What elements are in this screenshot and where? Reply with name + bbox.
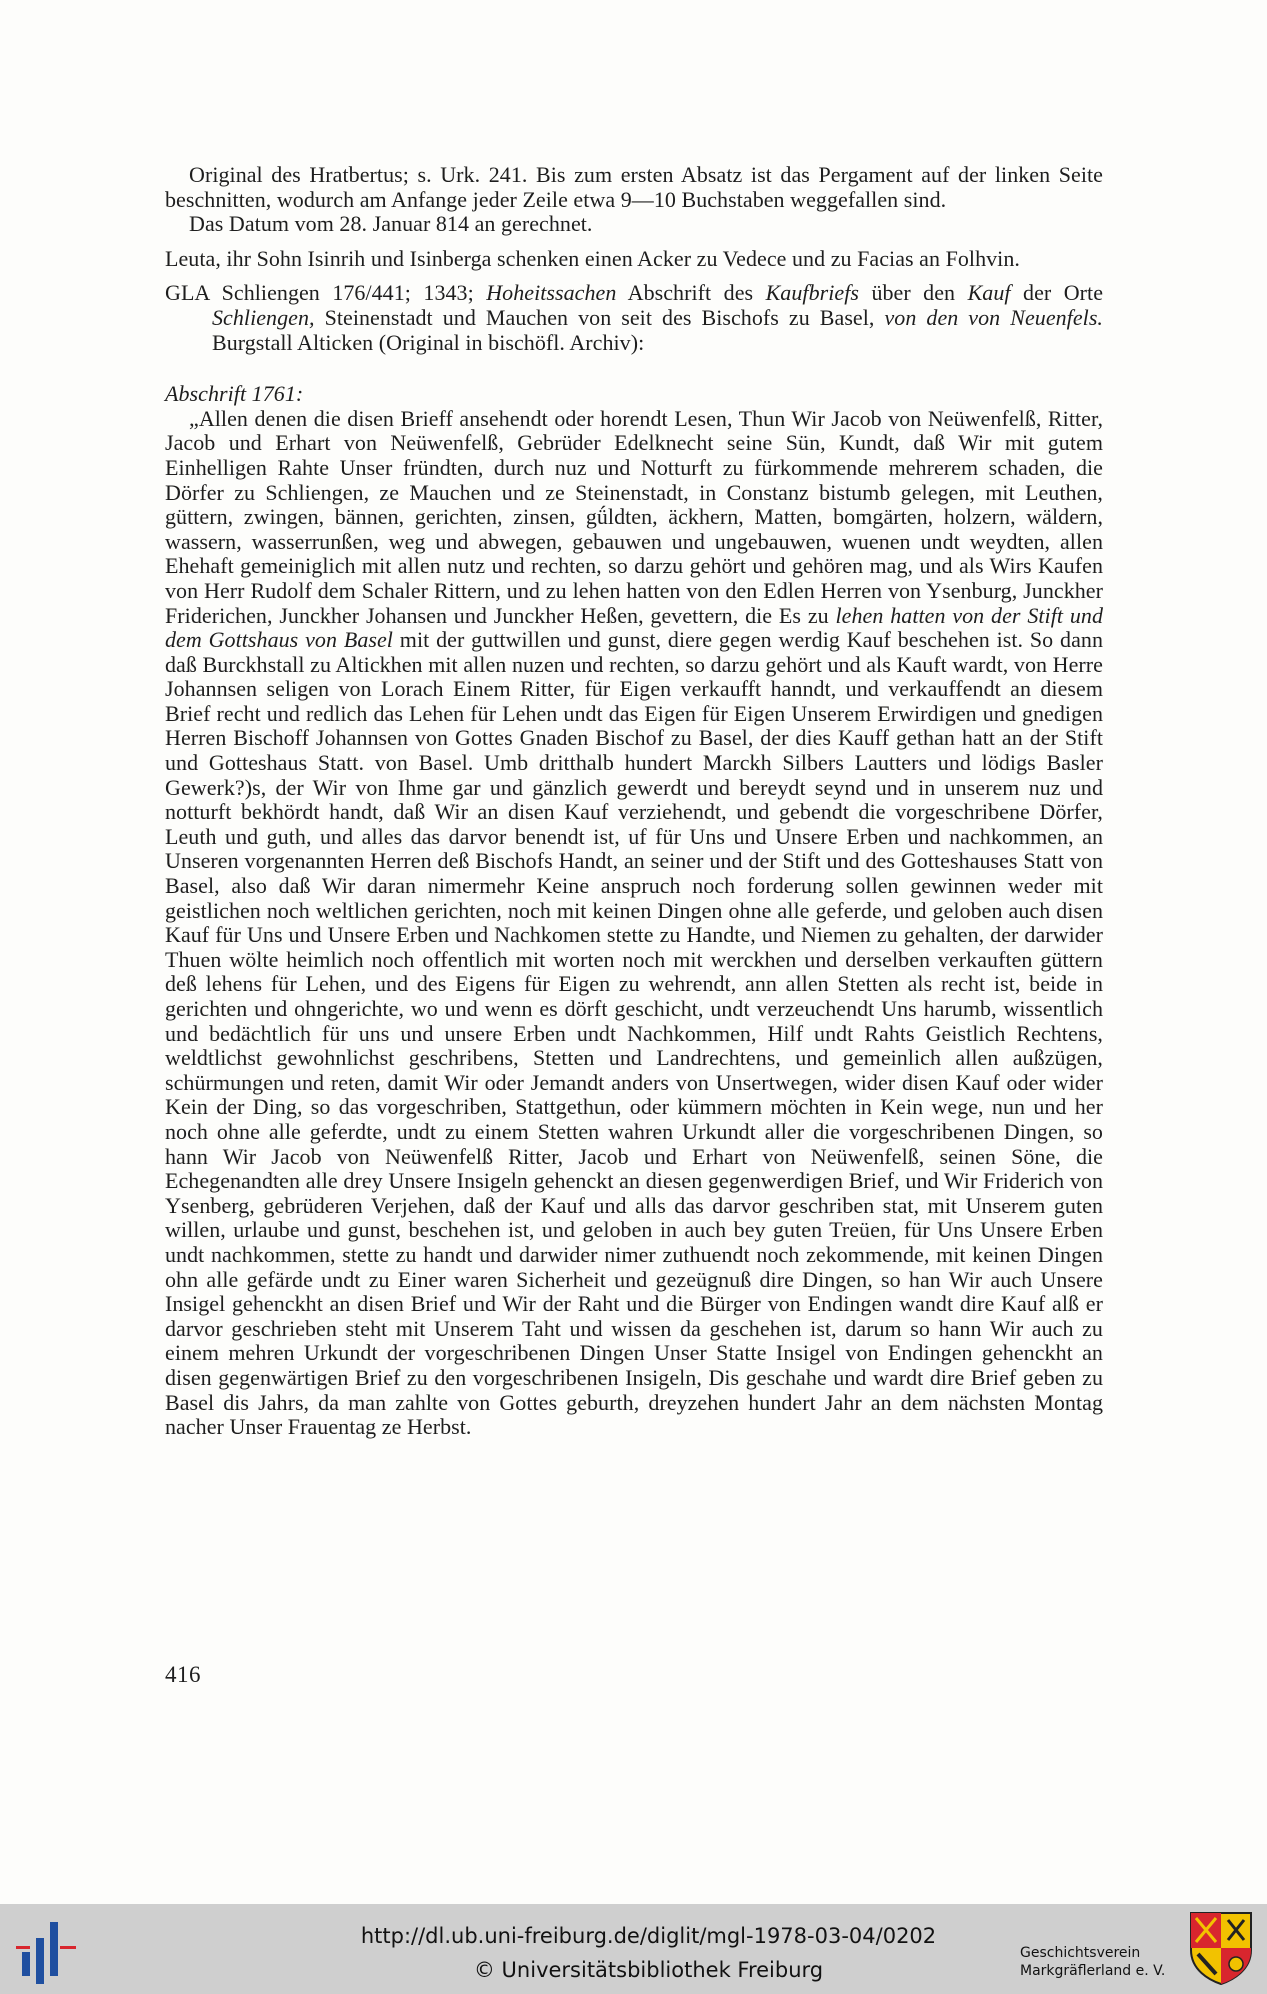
- abschrift-heading: [165, 382, 1103, 407]
- gla-italic: von den von Neuenfels.: [884, 304, 1103, 330]
- gla-italic: Kaufbriefs: [765, 280, 859, 306]
- footer-url[interactable]: http://dl.ub.uni-freiburg.de/diglit/mgl-1978-03-04/0202: [360, 1924, 937, 1948]
- abschrift-italic: lehen hatten von der Stift und dem Gottshaus von Basel: [165, 602, 1103, 653]
- source-note: Original des Hratbertus; s. Urk. 241. Bis zum ersten Absatz ist das Pergament auf der linken Seite beschnitten, wodurch am Anfange jeder Zeile etwa 9—10 Buchstaben weggefallen sind.: [165, 162, 1103, 212]
- gla-italic: Kauf: [967, 280, 1011, 306]
- society-name-line2: Markgräflerland e. V.: [1020, 1963, 1166, 1979]
- footer-copyright: © Universitätsbibliothek Freiburg: [473, 1958, 824, 1982]
- gla-italic: Schliengen,: [212, 304, 315, 330]
- date-note: Das Datum vom 28. Januar 814 an gerechnet.: [189, 211, 593, 237]
- gla-text: der Orte: [1010, 280, 1104, 306]
- abschrift-text: mit der guttwillen und gunst, diere gegen werdig Kauf beschehen ist. So dann daß Burckhstall zu Altickhen mit allen nuzen und rechten, so darzu gehört und als Kauft wardt, von Herre Johannsen seligen von Lorach Einem Ritter, für Eigen verkaufft hanndt, und verkauffendt an diesem Brief recht und redlich das Lehen für Lehen undt das Eigen für Eigen Unserem Erwirdigen und gnedigen Herren Bischoff Johannsen von Gottes Gnaden Bischof zu Basel, der dies Kauff gethan hatt an der Stift und Gotteshaus Statt. von Basel. Umb dritthalb hundert Marckh Silbers Lautters und lödigs Basler Gewerk?)s, der Wir von Ihme gar und gänzlich gewerdt und bereydt seynd und in unserem nuz und notturft bekhördt handt, daß Wir an disen Kauf verziehendt, und gebendt die vorgeschribene Dörfer, Leuth und guth, und alles das darvor benendt ist, uf für Uns und Unsere Erben und nachkommen, an Unseren vorgenannten Herren deß Bischofs Handt, an seiner und der Stift und des Gotteshauses Statt von Basel, also daß Wir daran nimermehr Keine anspruch noch forderung sollen gewinnen weder mit geistlichen noch weltlichen gerichten, noch mit keinen Dingen ohne alle geferde, und geloben auch disen Kauf für Uns und Unsere Erben und Nachkomen stette zu Handte, und Niemen zu gehalten, der darwider Thuen wölte heimlich noch offentlich mit worten noch mit werckhen und derselben verkauften güttern deß lehens für Lehen, und des Eigens für Eigen zu wehrendt, ann allen Stetten als recht ist, beide in gerichten und ohngerichte, wo und wenn es dörft geschicht, undt verzeuchendt Uns harumb, wissentlich und bedächtlich für uns und unsere Erben undt Nachkommen, Hilf undt Rahts Geistlich Rechtens, weldtlichst gewohnlichst geschribens, Stetten und Landrechtens, und gemeinlich allen außzügen, schürmungen und reten, damit Wir oder Jemandt anders von Unsertwegen, wider disen Kauf oder wider Kein der Ding, so das vorgeschriben, Stattgethun, oder kümmern möchten in Kein wege, nun und her noch ohne alle geferdte, undt zu einem Stetten wahren Urkundt aller die vorgeschribenen Dingen, so hann Wir Jacob von Neüwenfelß Ritter, Jacob und Erhart von Neüwenfelß, seinen Söne, die Echegenandten alle drey Unsere Insigeln gehenckt an diesen gegenwerdigen Brief, und Wir Friderich von Ysenberg, gebrüderen Verjehen, daß der Kauf und alls das darvor geschriben stat, mit Unserem guten willen, urlaube und gunst, beschehen ist, und geloben in auch bey guten Treüen, für Uns Unsere Erben undt nachkommen, stette zu handt und darwider nimer zuthuendt noch zekommende, mit keinen Dingen ohn alle gefärde undt zu Einer waren Sicherheit und gezeügnuß dire Dingen, so han Wir auch Unsere Insigel gehenckht an disen Brief und Wir der Raht und die Bürger von Endingen wandt dire Kauf alß er darvor geschrieben steht mit Unserem Taht und wissen da geschehen ist, darum so hann Wir auch zu einem mehren Urkundt der vorgeschribenen Dingen Unser Statte Insigel von Endingen gehenckht an disen gegenwärtigen Brief zu den vorgeschribenen Insigeln, Dis geschahe und wardt dire Brief geben zu Basel dis Jahrs, da man zahlte von Gottes geburth, dreyzehen hundert Jahr an dem nächsten Montag nacher Unser Frauentag ze Herbst.: [165, 627, 1103, 1440]
- coat-of-arms-icon: [1188, 1910, 1254, 1986]
- abschrift-body: [165, 407, 1103, 1440]
- gla-text: GLA Schliengen 176/441; 1343;: [165, 280, 487, 306]
- abschrift-text: „Allen denen die disen Brieff ansehendt oder horendt Lesen, Thun Wir Jacob von Neüwenfelß, Ritter, Jacob und Erhart von Neüwenfelß, Gebrüder Edelknecht seine Sün, Kundt, daß Wir mit gutem Einhelligen Rahte Unser fründten, durch nuz und Notturft zu fürkommende mehrerem schaden, die Dörfer zu Schliengen, ze Mauchen und ze Steinenstadt, in Constanz bistumb gelegen, mit Leuthen, güttern, zwingen, bännen, gerichten, zinsen, gǘldten, äckhern, Matten, bomgärten, holzern, wäldern, wassern, wasserrunßen, weg und abwegen, gebauwen und ungebauwen, wuenen undt weydten, allen Ehehaft gemeiniglich mit allen nutz und rechten, so darzu gehört und gehören mag, und als Wirs Kaufen von Herr Rudolf dem Schaler Rittern, und zu lehen hatten von den Edlen Herren von Ysenburg, Junckher Friderichen, Junckher Johansen und Junckher Heßen, gevettern, die Es zu: [165, 405, 1103, 628]
- text-column: [165, 163, 1103, 1440]
- entry-gla: [165, 281, 1103, 355]
- society-name-line1: Geschichtsverein: [1020, 1945, 1141, 1961]
- gla-text: Burgstall Alticken (Original in bischöfl. Archiv):: [212, 329, 645, 355]
- entry-leuta: Leuta, ihr Sohn Isinrih und Isinberga schenken einen Acker zu Vedece und zu Facias an Folhvin.: [165, 245, 1020, 271]
- gla-text: Abschrift des: [616, 280, 766, 306]
- abschrift-heading-text: Abschrift 1761:: [165, 381, 304, 407]
- society-name: [1020, 1944, 1190, 1980]
- page-number: 416: [165, 1662, 201, 1687]
- gla-text: über den: [858, 280, 968, 306]
- gla-italic: Hoheitssachen: [486, 280, 617, 306]
- gla-text: Steinenstadt und Mauchen von seit des Bischofs zu Basel,: [314, 304, 885, 330]
